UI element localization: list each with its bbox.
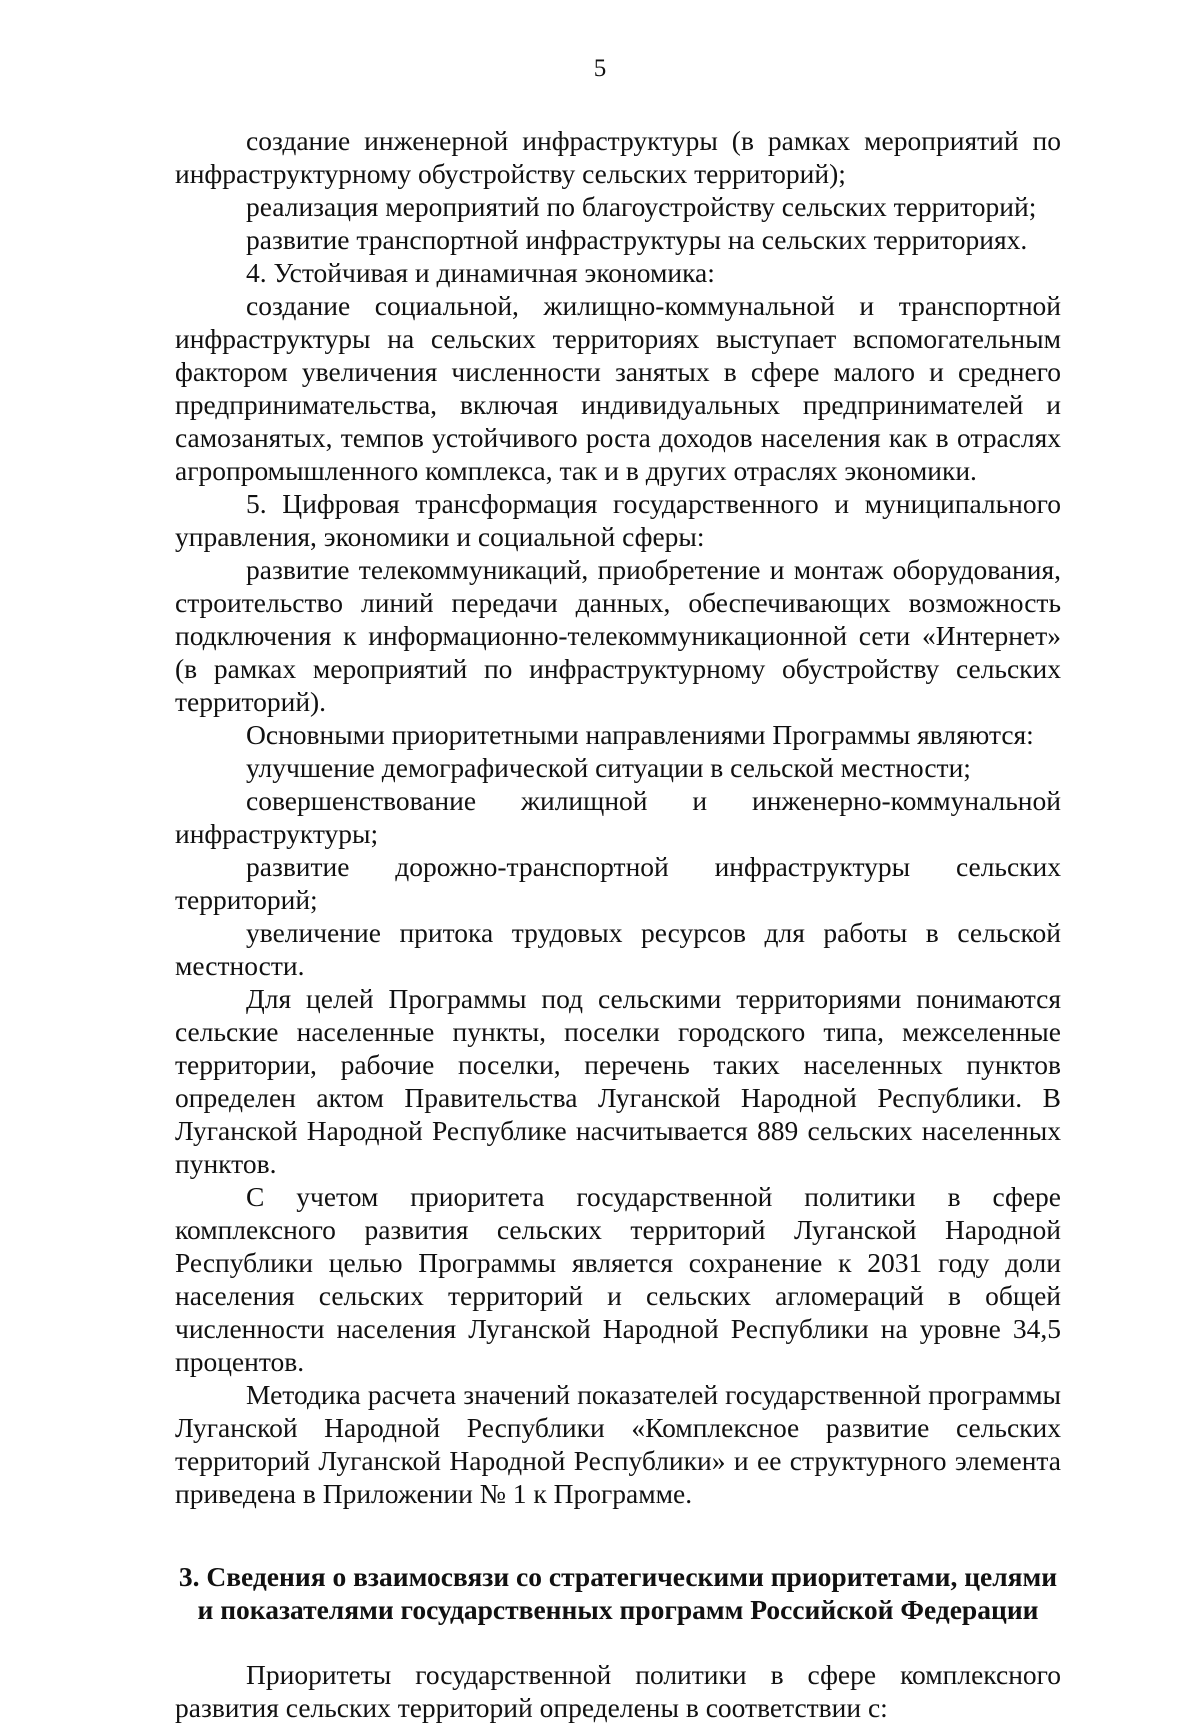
paragraph: Для целей Программы под сельскими территориями понимаются сельские населенные пункты, поселки городского типа, межселенные территории, рабочие поселки, перечень таких населенных пунктов определен актом Правительства Луганской Народной Республики. В Луганской Народной Республике насчитывается 889 сельских населенных пунктов. bbox=[175, 983, 1061, 1179]
paragraph: реализация мероприятий по благоустройству сельских территорий; bbox=[246, 191, 1037, 222]
page-number: 5 bbox=[593, 55, 607, 82]
document-body bbox=[175, 124, 1061, 1724]
paragraph: создание социальной, жилищно-коммунальной и транспортной инфраструктуры на сельских территориях выступает вспомогательным фактором увеличения численности занятых в сфере малого и среднего предпринимательства, включая индивидуальных предпринимателей и самозанятых, темпов устойчивого роста доходов населения как в отраслях агропромышленного комплекса, так и в других отраслях экономики. bbox=[175, 290, 1061, 486]
paragraph: Методика расчета значений показателей государственной программы Луганской Народной Республики «Комплексное развитие сельских территорий Луганской Народной Республики» и ее структурного элемента приведена в Приложении № 1 к Программе. bbox=[175, 1379, 1061, 1509]
paragraph: развитие дорожно-транспортной инфраструктуры сельских территорий; bbox=[175, 851, 1061, 915]
section-heading-line: и показателями государственных программ Российской Федерации bbox=[197, 1594, 1039, 1625]
paragraph: С учетом приоритета государственной политики в сфере комплексного развития сельских территорий Луганской Народной Республики целью Программы является сохранение к 2031 году доли населения сельских территорий и сельских агломераций в общей численности населения Луганской Народной Республики на уровне 34,5 процентов. bbox=[175, 1181, 1061, 1377]
paragraph: Приоритеты государственной политики в сфере комплексного развития сельских территорий определены в соответствии с: bbox=[175, 1659, 1061, 1723]
paragraph: развитие телекоммуникаций, приобретение и монтаж оборудования, строительство линий передачи данных, обеспечивающих возможность подключения к информационно-телекоммуникационной сети «Интернет» (в рамках мероприятий по инфраструктурному обустройству сельских территорий). bbox=[175, 554, 1061, 717]
paragraph: совершенствование жилищной и инженерно-коммунальной инфраструктуры; bbox=[175, 785, 1061, 849]
paragraph: 4. Устойчивая и динамичная экономика: bbox=[246, 257, 715, 288]
paragraph: создание инженерной инфраструктуры (в рамках мероприятий по инфраструктурному обустройству сельских территорий); bbox=[175, 125, 1061, 189]
paragraph: Основными приоритетными направлениями Программы являются: bbox=[246, 719, 1034, 750]
paragraph: развитие транспортной инфраструктуры на сельских территориях. bbox=[246, 224, 1028, 255]
paragraph: улучшение демографической ситуации в сельской местности; bbox=[246, 752, 971, 783]
section-heading bbox=[175, 1560, 1061, 1626]
paragraph: увеличение притока трудовых ресурсов для работы в сельской местности. bbox=[175, 917, 1061, 981]
section-heading-line: 3. Сведения о взаимосвязи со стратегическими приоритетами, целями bbox=[178, 1561, 1058, 1592]
paragraph: 5. Цифровая трансформация государственного и муниципального управления, экономики и социальной сферы: bbox=[175, 488, 1061, 552]
